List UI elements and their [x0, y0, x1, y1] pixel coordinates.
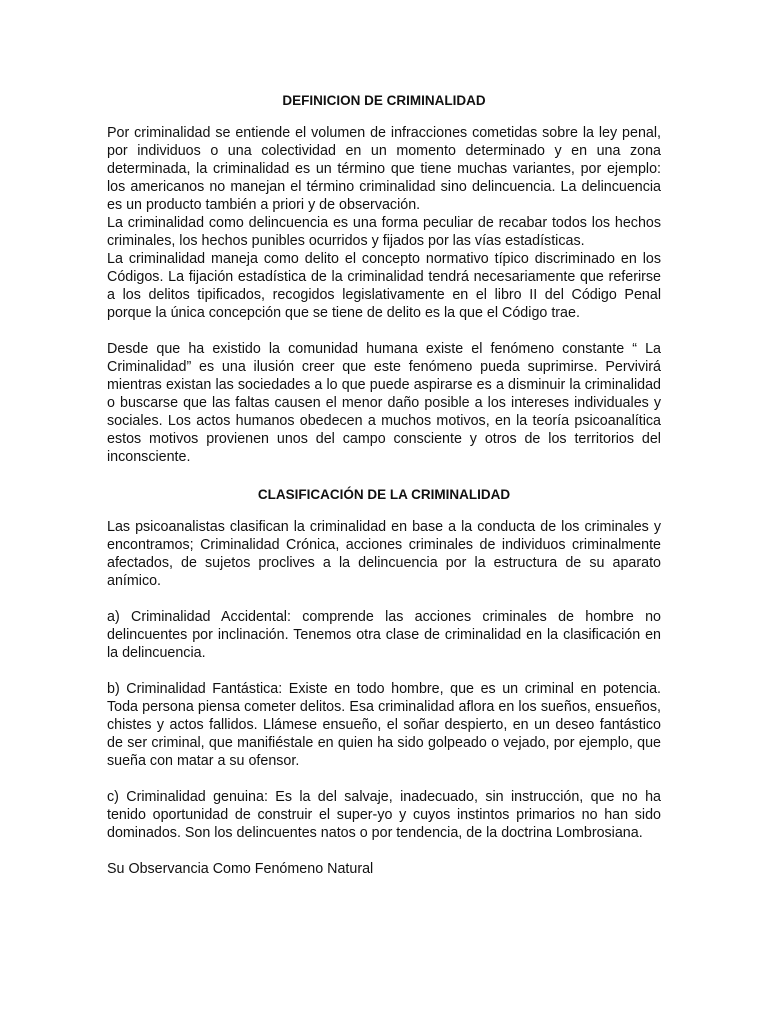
paragraph-psicoanalistas: Las psicoanalistas clasifican la criminalidad en base a la conducta de los criminales y encontramos; Criminalidad Crónica, acciones criminales de individuos criminalmente afectados, de sujetos proclives a la delincuencia por la estructura de su aparato anímico.	[107, 519, 661, 589]
paragraph-observancia: Su Observancia Como Fenómeno Natural	[107, 861, 374, 877]
paragraph-genuina: c) Criminalidad genuina: Es la del salvaje, inadecuado, sin instrucción, que no ha tenido oportunidad de construir el super-yo y cuyos instintos primarios no han sido dominados. Son los delincuentes natos o por tendencia, de la doctrina Lombrosiana.	[107, 789, 661, 841]
paragraph-codigos: La criminalidad maneja como delito el concepto normativo típico discriminado en los Códigos. La fijación estadística de la criminalidad tendrá necesariamente que referirse a los delitos tipificados, recogidos legislativamente en el libro II del Código Penal porque la única concepción que se tiene de delito es la que el Código trae.	[107, 251, 661, 321]
paragraph-comunidad-humana: Desde que ha existido la comunidad humana existe el fenómeno constante “ La Criminalidad” es una ilusión creer que este fenómeno pueda suprimirse. Pervivirá mientras existan las sociedades a lo que puede aspirarse es a disminuir la criminalidad o buscarse que las faltas causen el menor daño posible a los intereses individuales y sociales. Los actos humanos obedecen a muchos motivos, en la teoría psicoanalítica estos motivos provienen unos del campo consciente y otros de los territorios del inconsciente.	[107, 341, 661, 465]
section-heading-clasificacion: CLASIFICACIÓN DE LA CRIMINALIDAD	[257, 487, 511, 502]
paragraph-fantastica: b) Criminalidad Fantástica: Existe en todo hombre, que es un criminal en potencia. Toda persona piensa cometer delitos. Esa criminalidad aflora en los sueños, ensueños, chistes y actos fallidos. Llámese ensueño, el soñar despierto, en un deseo fantástico de ser criminal, que manifiéstale en quien ha sido golpeado o vejado, por ejemplo, que sueña con matar a su ofensor.	[107, 681, 661, 769]
section-heading-definicion: DEFINICION DE CRIMINALIDAD	[282, 93, 486, 108]
paragraph-accidental: a) Criminalidad Accidental: comprende las acciones criminales de hombre no delincuentes por inclinación. Tenemos otra clase de criminalidad en la clasificación en la delincuencia.	[107, 609, 661, 661]
paragraph-definition: Por criminalidad se entiende el volumen de infracciones cometidas sobre la ley penal, por individuos o una colectividad en un momento determinado y en una zona determinada, la criminalidad es un término que tiene muchas variantes, por ejemplo: los americanos no manejan el término criminalidad sino delincuencia. La delincuencia es un producto también a priori y de observación.	[107, 125, 661, 213]
paragraph-delincuencia: La criminalidad como delincuencia es una forma peculiar de recabar todos los hechos criminales, los hechos punibles ocurridos y fijados por las vías estadísticas.	[107, 215, 661, 249]
